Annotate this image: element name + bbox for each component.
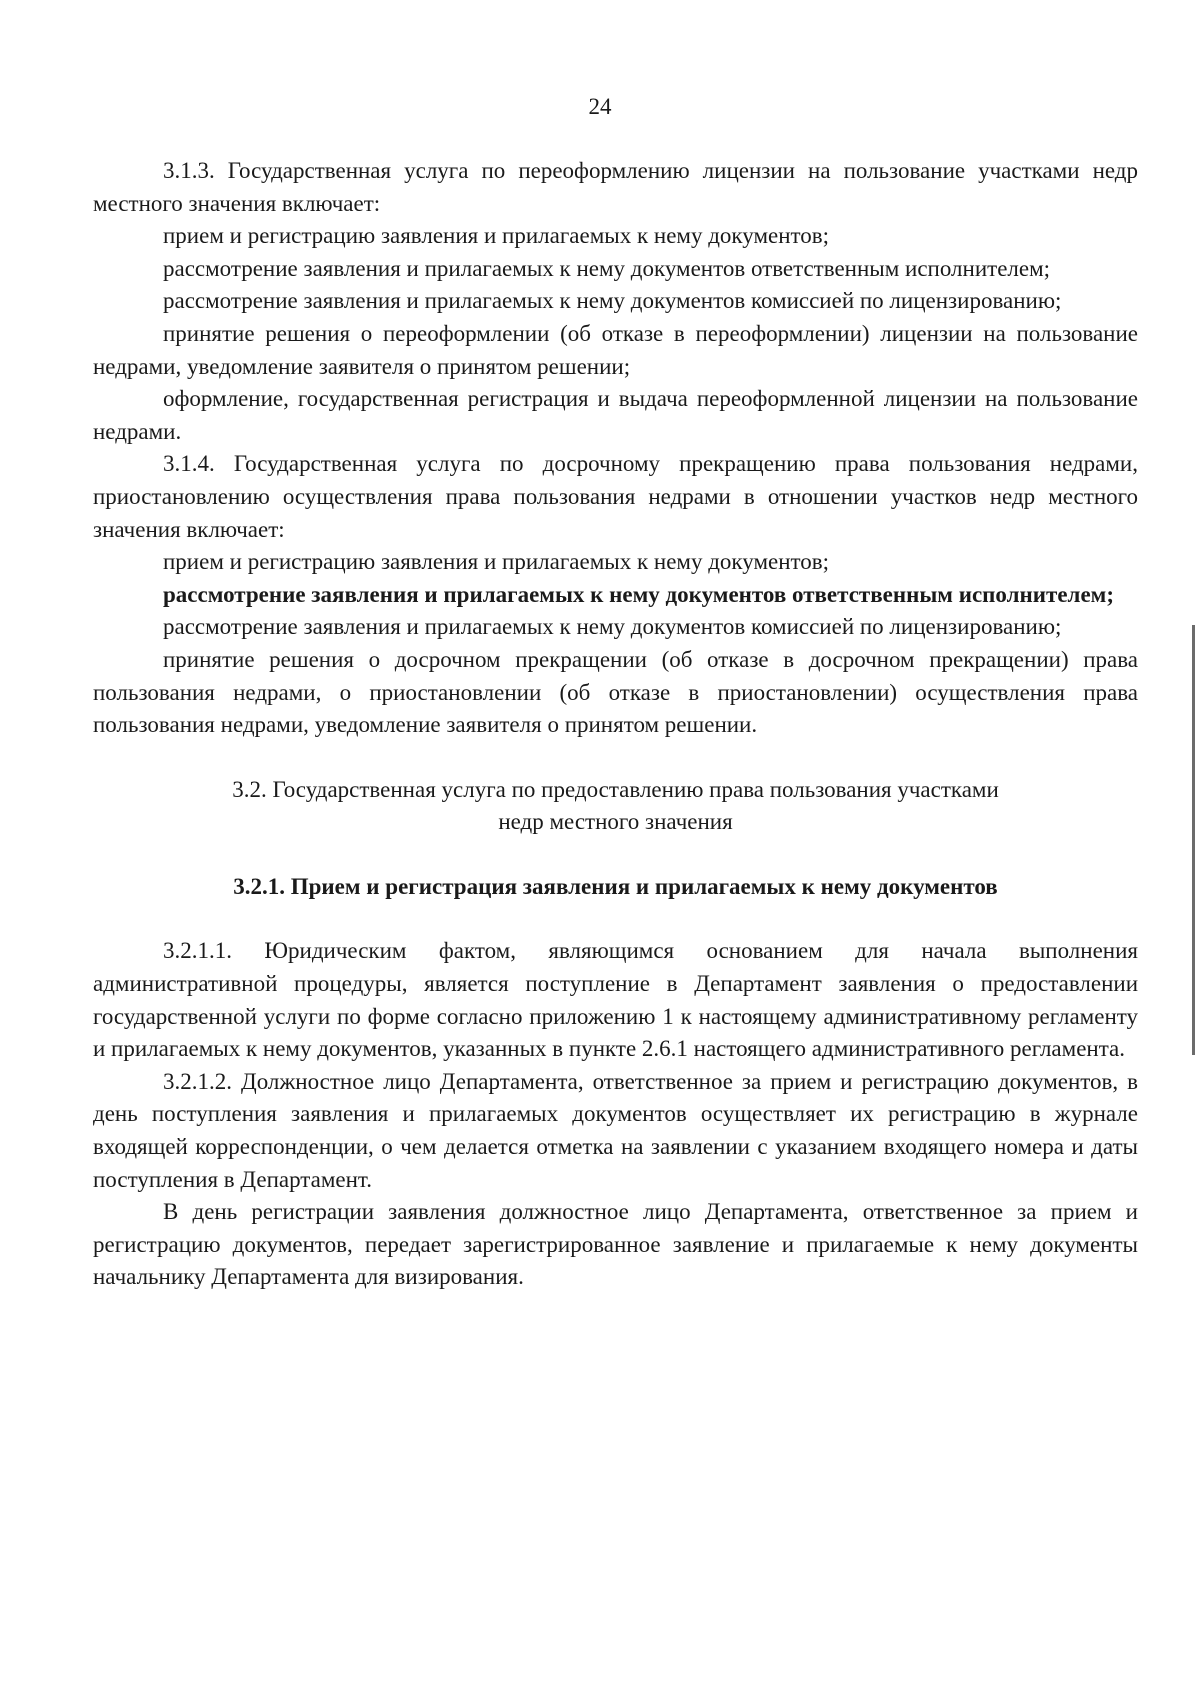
paragraph: рассмотрение заявления и прилагаемых к нему документов комиссией по лицензированию; (163, 288, 1062, 314)
paragraph: В день регистрации заявления должностное лицо Департамента, ответственное за прием и регистрацию документов, передает зарегистрированное заявление и прилагаемые к нему документы начальнику Департамента для визирования. (93, 1199, 1138, 1290)
paragraph: принятие решения о досрочном прекращении (об отказе в досрочном прекращении) права пользования недрами, о приостановлении (об отказе в приостановлении) осуществления права пользования недрами, уведомление заявителя о принятом решении. (93, 646, 1138, 738)
paragraph: принятие решения о переоформлении (об отказе в переоформлении) лицензии на пользование недрами, уведомление заявителя о принятом решении; (93, 320, 1138, 379)
section-3-1-text (93, 155, 1138, 742)
document-body (93, 155, 1138, 1294)
section-heading (93, 774, 1138, 839)
section-3-2-1-text (93, 935, 1138, 1294)
paragraph: прием и регистрацию заявления и прилагаемых к нему документов; (163, 223, 830, 249)
paragraph: оформление, государственная регистрация и выдача переоформленной лицензии на пользование недрами. (93, 386, 1138, 444)
paragraph-bold: рассмотрение заявления и прилагаемых к нему документов ответственным исполнителем; (163, 581, 1114, 607)
paragraph: 3.2.1.1. Юридическим фактом, являющимся основанием для начала выполнения административной процедуры, является поступление в Департамент заявления о предоставлении государственной услуги по форме согласно приложению 1 к настоящему административному регламенту и прилагаемых к нему документов, указанных в пункте 2.6.1 настоящего административного регламента. (93, 938, 1138, 1062)
paragraph: 3.2.1.2. Должностное лицо Департамента, ответственное за прием и регистрацию документов, в день поступления заявления и прилагаемых документов осуществляет их регистрацию в журнале входящей корреспонденции, о чем делается отметка на заявлении с указанием входящего номера и даты поступления в Департамент. (93, 1068, 1138, 1192)
margin-mark (1192, 625, 1195, 1055)
section-heading-line: недр местного значения (498, 809, 733, 835)
paragraph: рассмотрение заявления и прилагаемых к нему документов комиссией по лицензированию; (163, 614, 1062, 640)
section-heading-line: 3.2. Государственная услуга по предоставлению права пользования участками (232, 776, 999, 802)
paragraph: прием и регистрацию заявления и прилагаемых к нему документов; (163, 549, 830, 575)
paragraph: 3.1.4. Государственная услуга по досрочному прекращению права пользования недрами, приостановлению осуществления права пользования недрами в отношении участков недр местного значения включает: (93, 451, 1138, 542)
paragraph: 3.1.3. Государственная услуга по переоформлению лицензии на пользование участками недр местного значения включает: (93, 158, 1138, 216)
paragraph: рассмотрение заявления и прилагаемых к нему документов ответственным исполнителем; (163, 255, 1051, 281)
subsection-heading: 3.2.1. Прием и регистрация заявления и прилагаемых к нему документов (233, 873, 998, 899)
page-number: 24 (588, 94, 612, 119)
